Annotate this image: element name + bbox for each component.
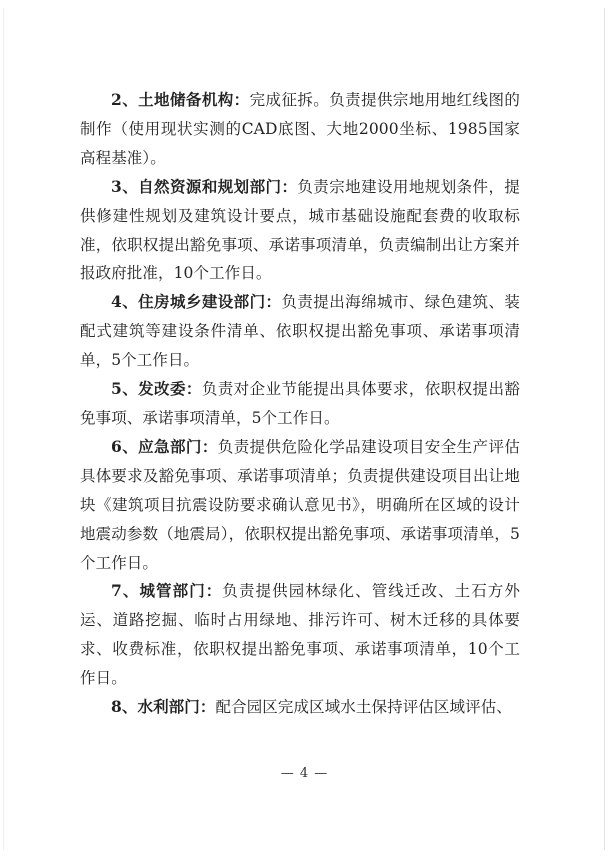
paragraph-housing xyxy=(80,288,520,375)
paragraph-natural-resources xyxy=(80,173,520,289)
paragraph-heading: 2、土地储备机构： xyxy=(111,90,250,109)
page-number: — 4 — xyxy=(280,766,329,781)
paragraph-water-resources xyxy=(80,693,520,722)
paragraph-text: 负责提供园林绿化、管线迁改、土石方外运、道路挖掘、临时占用绿地、排污许可、树木迁移的具体要求、收费标准，依职权提出豁免事项、承诺事项清单，10个工作日。 xyxy=(80,582,520,688)
paragraph-urban-management xyxy=(80,577,520,693)
page-edge-right xyxy=(604,8,605,850)
paragraph-text: 完成征拆。负责提供宗地用地红线图的制作（使用现状实测的CAD底图、大地2000坐标、1985国家高程基准）。 xyxy=(80,91,521,167)
paragraph-text: 负责对企业节能提出具体要求，依职权提出豁免事项、承诺事项清单，5个工作日。 xyxy=(80,380,520,427)
paragraph-text: 配合园区完成区域水土保持评估区域评估、 xyxy=(215,698,512,717)
paragraph-development-reform xyxy=(80,375,520,433)
paragraph-heading: 6、应急部门： xyxy=(111,436,218,456)
paragraph-emergency xyxy=(80,433,520,578)
paragraph-heading: 7、城管部门： xyxy=(111,581,223,601)
paragraph-text: 负责提供危险化学品建设项目安全生产评估具体要求及豁免事项、承诺事项清单；负责提供建设项目出让地块《建筑项目抗震设防要求确认意见书》，明确所在区域的设计地震动参数（地震局），依职权提出豁免事项、承诺事项清单，5个工作日。 xyxy=(80,437,520,572)
paragraph-land-reserve xyxy=(80,86,520,173)
paragraph-heading: 5、发改委： xyxy=(111,379,202,399)
paragraph-text: 负责宗地建设用地规划条件，提供修建性规划及建筑设计要点，城市基础设施配套费的收取标准，依职权提出豁免事项、承诺事项清单，负责编制出让方案并报政府批准，10个工作日。 xyxy=(80,177,520,283)
page-edge-left xyxy=(3,8,4,850)
document-body xyxy=(80,86,520,722)
paragraph-heading: 4、住房城乡建设部门： xyxy=(111,292,282,312)
paragraph-heading: 3、自然资源和规划部门： xyxy=(111,176,298,196)
paragraph-heading: 8、水利部门： xyxy=(111,697,216,717)
paragraph-text: 负责提出海绵城市、绿色建筑、装配式建筑等建设条件清单、依职权提出豁免事项、承诺事项清单，5个工作日。 xyxy=(80,293,520,370)
